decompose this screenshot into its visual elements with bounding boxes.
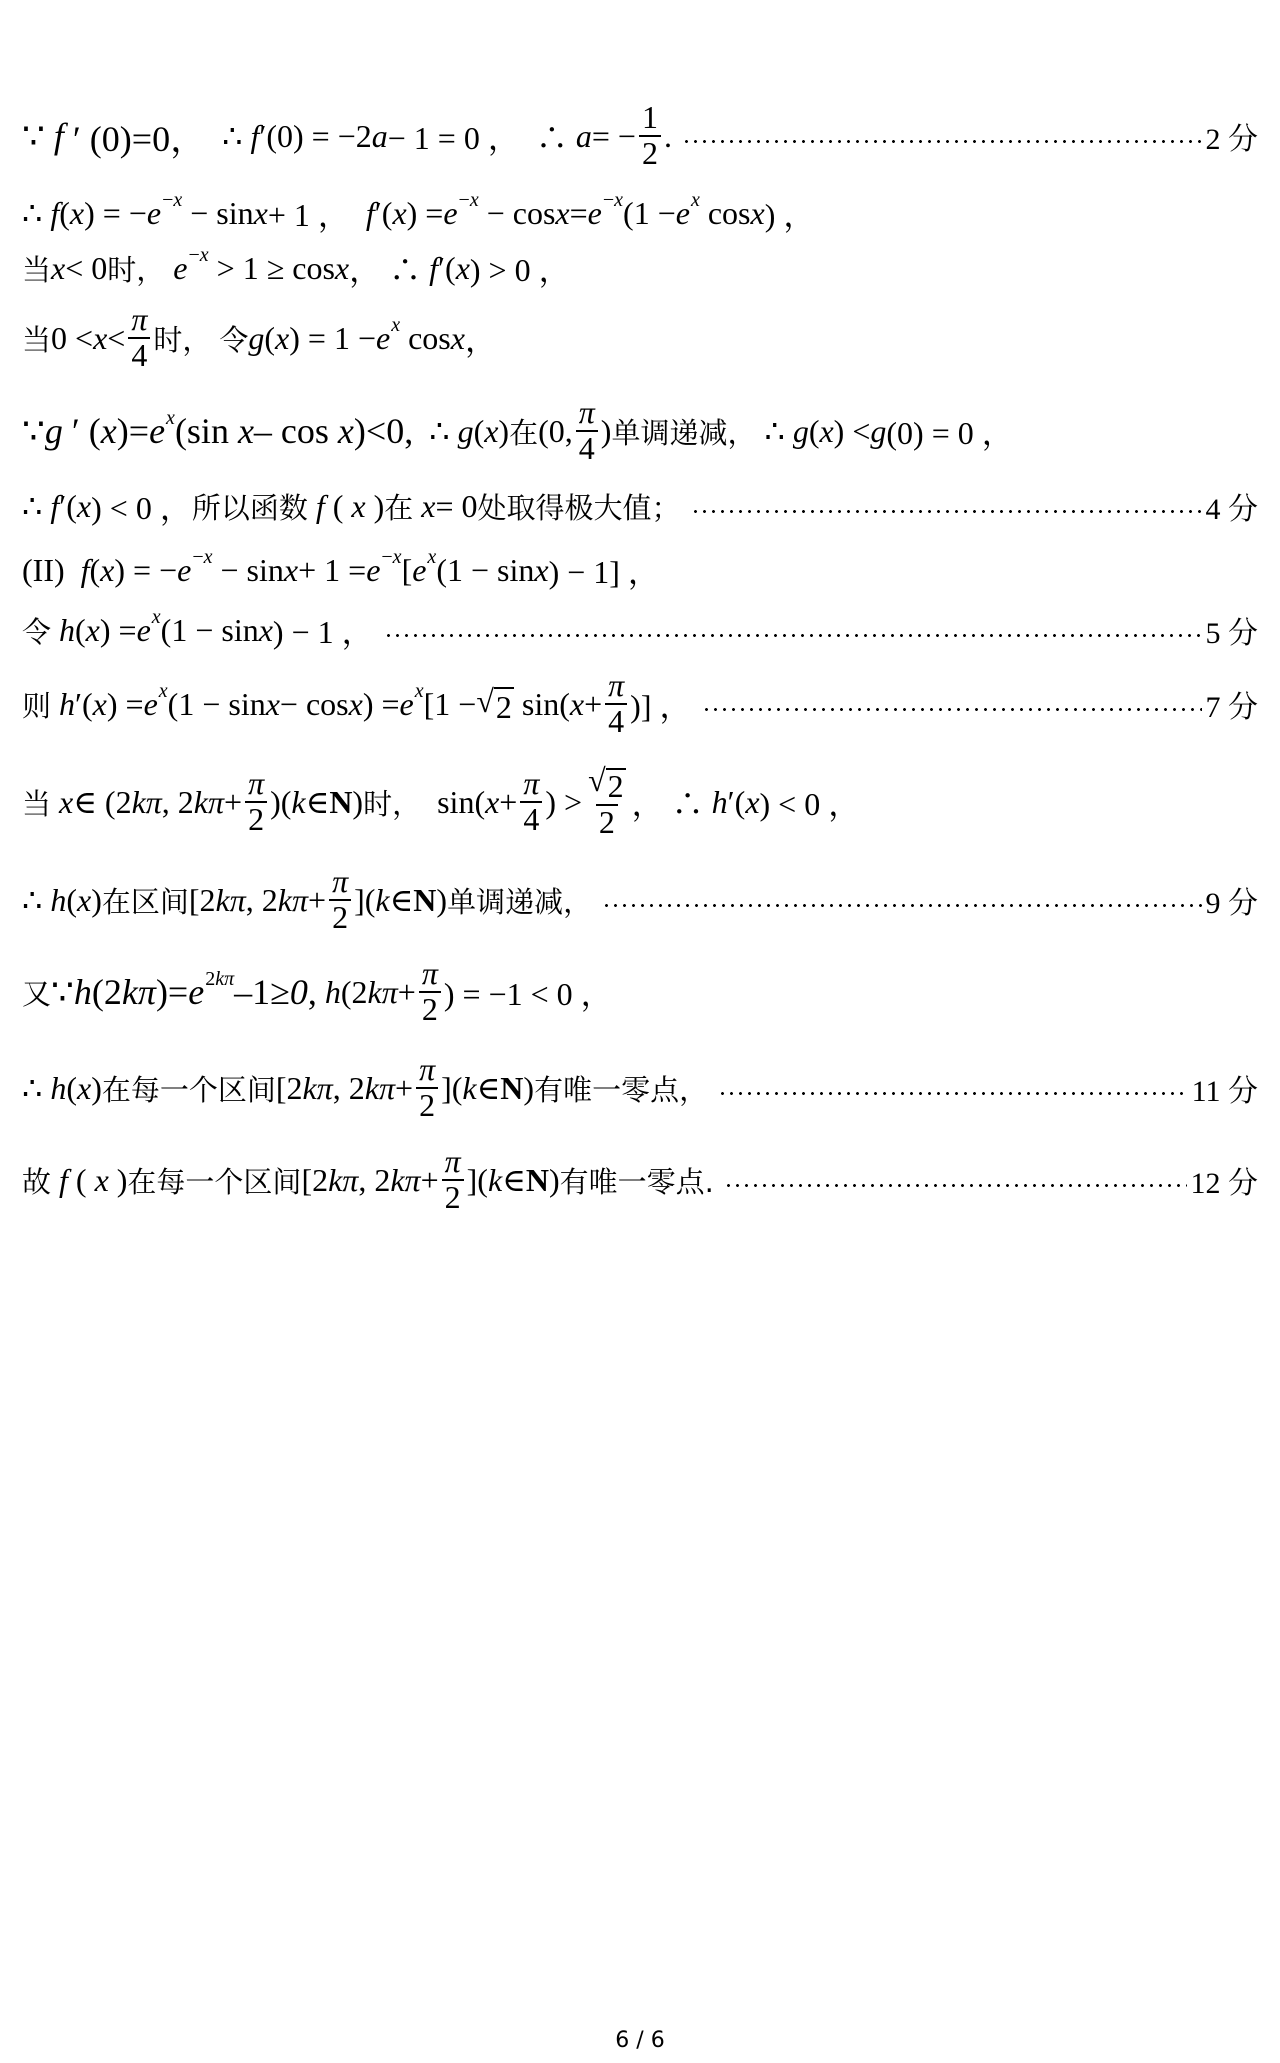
math-expression: ∵g ′ (x)=e x (sin x– cos x)<0, ∴ g ( x ) 在 (0, $\frac{\pi}{4}$ ) 单调递减， ∴ g ( x ) < g (0) = 0 ， — [22, 394, 1014, 466]
solution-line-11 — [22, 864, 1258, 936]
math-expression: 令 h ( x ) = e x (1 − sin x ) − 1 ， — [22, 605, 374, 650]
score-label: 7 分 — [1205, 691, 1258, 724]
math-expression: 故 f ( x ) 在每一个区间 [2 kπ , 2 kπ + $\frac{\pi}{2}$ ]( k ∈ N ) 有唯一零点. — [22, 1143, 714, 1215]
math-expression: 当 x ∈ (2 kπ , 2 kπ + $\frac{\pi}{2}$ )( k ∈ N ) 时， sin( x + $\frac{\pi}{4}$ ) > √ 2 2 ， ∴ h ′( x ) < 0 ， — [22, 762, 861, 840]
leader-dots — [718, 1068, 1188, 1108]
page-number: 6 / 6 — [615, 2028, 665, 2053]
solution-line-5 — [22, 395, 1258, 467]
math-expression: 则 h ′( x ) = e x (1 − sin x − cos x ) = e x [1 − √ 2 sin( x + $\frac{\pi}{4}$ )] ， — [22, 667, 692, 739]
math-expression: ∴ f ( x ) = − e −x − sin x + 1 ， f ′( x ) = e −x − cos x = e −x (1 − e x cos x ) ， — [22, 188, 816, 233]
math-expression: 又 ∵h(2kπ)=e 2kπ –1≥0, h (2 kπ + $\frac{\pi}{2}$ ) = −1 < 0 ， — [22, 955, 613, 1027]
solution-line-3 — [22, 232, 1258, 304]
score-label: 11 分 — [1191, 1075, 1258, 1108]
math-expression: ∴ f ′( x ) < 0 ， 所以函数 f ( x ) 在 x = 0 处取得极大值； — [22, 487, 681, 526]
score-label: 4 分 — [1205, 493, 1258, 526]
math-expression: 当 0 < x < $\frac{\pi}{4}$ 时， 令 g ( x ) = 1 − e x cos x ， — [22, 301, 497, 373]
math-expression: ∴ h ( x ) 在区间 [2 kπ , 2 kπ + $\frac{\pi}{2}$ ]( k ∈ N ) 单调递减， — [22, 863, 593, 935]
score-label: 9 分 — [1205, 887, 1258, 920]
solution-line-13 — [22, 1052, 1258, 1124]
leader-dots — [682, 116, 1202, 156]
math-expression: 当 x < 0 时， e −x > 1 ≥ cos x ， ∴ f ′( x ) > 0 ， — [22, 243, 571, 288]
math-expression: (II) f ( x ) = − e −x − sin x + 1 = e −x [ e x (1 − sin x ) − 1] ， — [22, 545, 660, 590]
solution-line-6 — [22, 470, 1258, 542]
solution-line-1 — [22, 100, 1258, 172]
score-label: 5 分 — [1205, 617, 1258, 650]
leader-dots — [602, 880, 1201, 920]
leader-dots — [702, 684, 1202, 724]
leader-dots — [384, 610, 1202, 650]
math-expression: ∵ f ′ (0)=0， ∴ f ′(0) = −2 a − 1 = 0 ， ∴ a = − $\frac{1}{2}$ . — [22, 99, 672, 171]
score-label: 2 分 — [1205, 123, 1258, 156]
solution-line-10 — [22, 762, 1258, 840]
score-label: 12 分 — [1190, 1167, 1258, 1200]
solution-line-4 — [22, 302, 1258, 374]
solution-line-14 — [22, 1144, 1258, 1216]
leader-dots — [691, 486, 1202, 526]
math-expression: ∴ h ( x ) 在每一个区间 [2 kπ , 2 kπ + $\frac{\pi}{2}$ ]( k ∈ N ) 有唯一零点， — [22, 1051, 709, 1123]
leader-dots — [724, 1160, 1187, 1200]
solution-line-12 — [22, 956, 1258, 1028]
solution-line-9 — [22, 668, 1258, 740]
solution-line-8 — [22, 594, 1258, 666]
